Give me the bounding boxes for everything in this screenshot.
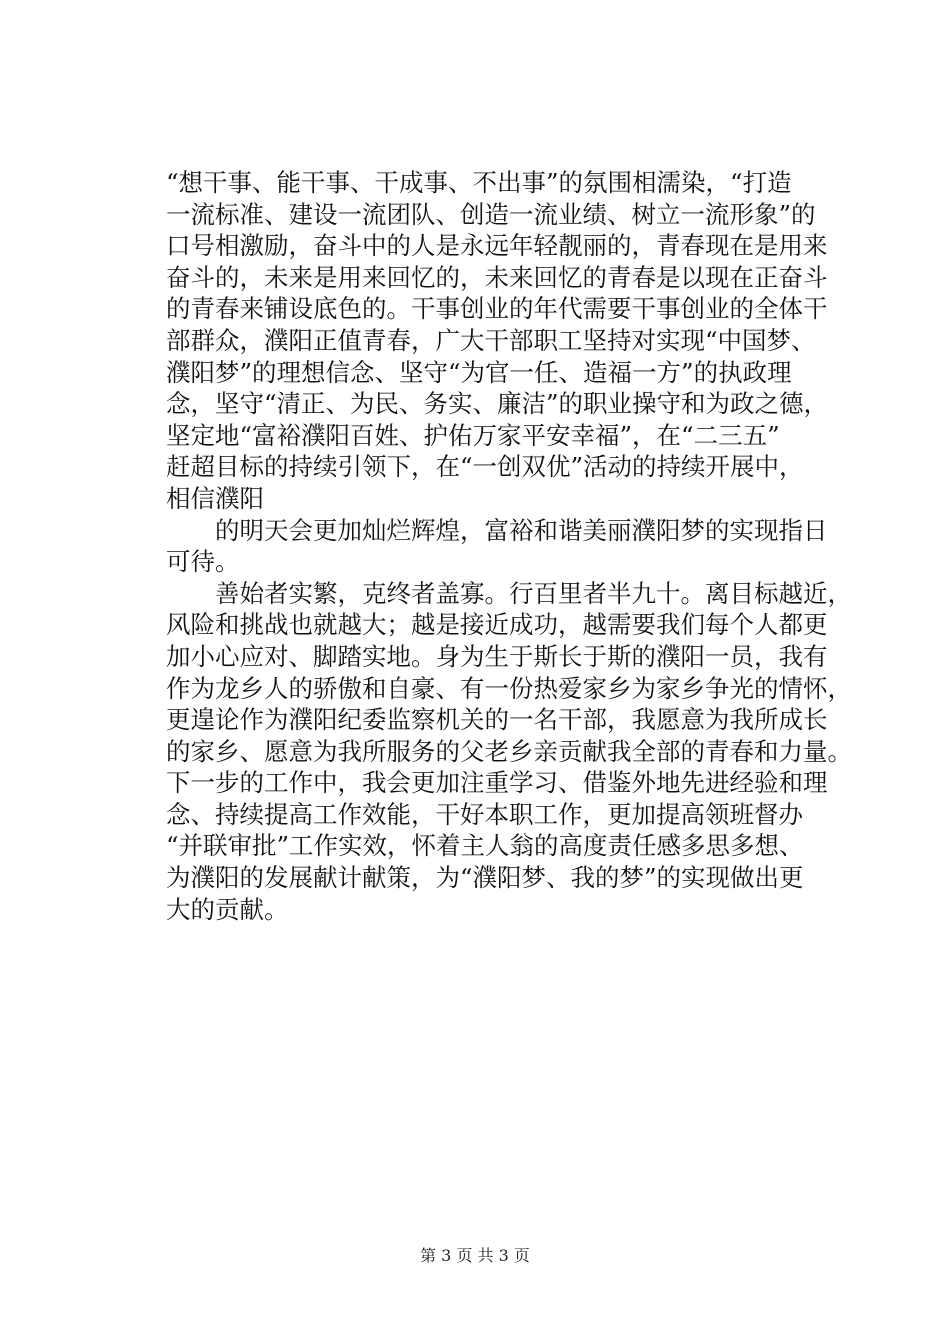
text-line: 坚定地“富裕濮阳百姓、护佑万家平安幸福”，在“二三五” xyxy=(166,420,780,450)
text-line: 赶超目标的持续引领下，在“一创双优”活动的持续开展中， xyxy=(166,452,804,482)
text-line: 奋斗的，未来是用来回忆的，未来回忆的青春是以现在正奋斗 xyxy=(166,262,828,292)
text-line: 濮阳梦”的理想信念、坚守“为官一任、造福一方”的执政理 xyxy=(166,357,792,387)
text-line: 的青春来铺设底色的。干事创业的年代需要干事创业的全体干 xyxy=(166,294,828,324)
text-line: 加小心应对、脚踏实地。身为生于斯长于斯的濮阳一员，我有 xyxy=(166,641,828,671)
text-line: “并联审批”工作实效，怀着主人翁的高度责任感多思多想、 xyxy=(166,831,804,861)
text-line: 风险和挑战也就越大；越是接近成功，越需要我们每个人都更 xyxy=(166,610,828,640)
text-line: 为濮阳的发展献计献策，为“濮阳梦、我的梦”的实现做出更 xyxy=(166,863,804,893)
text-line: 部群众，濮阳正值青春，广大干部职工坚持对实现“中国梦、 xyxy=(166,325,816,355)
text-line: 一流标准、建设一流团队、创造一流业绩、树立一流形象”的 xyxy=(166,199,816,229)
text-line: 善始者实繁，克终者盖寡。行百里者半九十。离目标越近， xyxy=(166,578,852,608)
text-line: 的明天会更加灿烂辉煌，富裕和谐美丽濮阳梦的实现指日 xyxy=(166,515,828,545)
text-line: 念、持续提高工作效能，干好本职工作，更加提高领班督办 xyxy=(166,799,803,829)
text-line: 相信濮阳 xyxy=(166,483,264,513)
body-text xyxy=(166,167,852,925)
text-line: 念，坚守“清正、为民、务实、廉洁”的职业操守和为政之德， xyxy=(166,389,829,419)
text-line: 作为龙乡人的骄傲和自豪、有一份热爱家乡为家乡争光的情怀， xyxy=(166,673,852,703)
text-line: 可待。 xyxy=(166,547,240,577)
text-line: 的家乡、愿意为我所服务的父老乡亲贡献我全部的青春和力量。 xyxy=(166,736,852,766)
text-line: 口号相激励，奋斗中的人是永远年轻靓丽的，青春现在是用来 xyxy=(166,231,828,261)
text-line: “想干事、能干事、干成事、不出事”的氛围相濡染，“打造 xyxy=(166,168,792,197)
page-number: 第 3 页 共 3 页 xyxy=(420,1246,530,1265)
text-line: 大的贡献。 xyxy=(166,894,289,924)
text-line: 更遑论作为濮阳纪委监察机关的一名干部，我愿意为我所成长 xyxy=(166,705,828,735)
text-line: 下一步的工作中，我会更加注重学习、借鉴外地先进经验和理 xyxy=(166,768,828,798)
page-footer xyxy=(0,1246,950,1266)
